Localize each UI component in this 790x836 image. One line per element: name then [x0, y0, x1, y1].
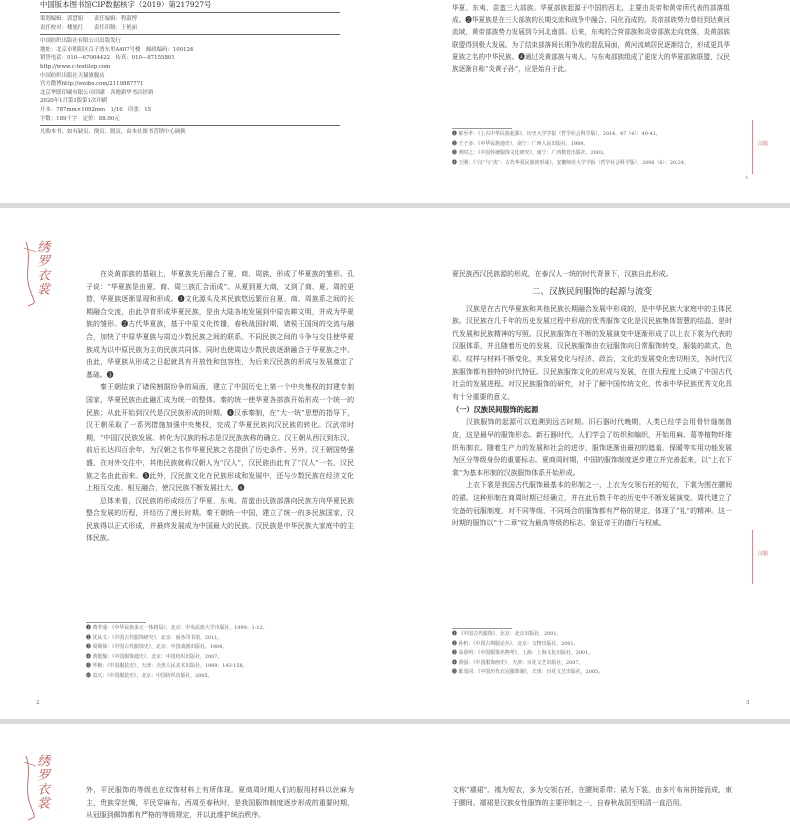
footnote: ❷ 孙机：《中国古舆服论丛》，北京：文物出版社，2001。	[452, 640, 579, 647]
cip-title: 中国版本图书馆CIP数据核字（2019）第217927号	[40, 0, 212, 9]
publisher-line: 2020年1月第1版第1次印刷	[40, 98, 108, 105]
body-paragraph: 秦王朝结束了诸侯割据纷争的局面，建立了中国历史上第一个中央集权的封建专制国家，华夏民族由此融汇成为统一的整体。秦的统一使华夏各部族开始形成一个统一的民族；从此开始到汉代是汉民族形成的时期。❹汉承秦制，在“大一统”思想的指导下，汉王朝采取了一系列措施加强中央集权，完成了华夏民族向汉民族的转化。汉武帝时期，“中国汉民族发展、转化为汉族的标志是汉民族族称的确立。汉王朝从西汉到东汉，前后长达四百余年，为汉朝之名作华夏民族之名提供了历史条件。另外，汉王朝国势强盛，在对外交往中，其他民族就称汉朝人为“汉人”，汉民族由此有了“汉人”一名，汉民族之名由此而来。❺此外，汉民族文化在民族形成和发展中，还与少数民族在经济文化上相互交流、相互融合，使汉民族不断发展壮大。❻	[86, 383, 354, 493]
credit-line: 责任校对：楼旭红 责任印制：王艳丽	[40, 24, 138, 31]
footnote: ❻ 袁仄：《中国服装史》，北京：中国纺织出版社，2005。	[86, 672, 213, 679]
right-column	[452, 268, 732, 530]
page-number-right: 3	[746, 700, 750, 706]
page-number: i	[746, 175, 748, 181]
body-paragraph: 夏民族西汉民族源的形成，在泰汉人一统的时代背景下，汉族自此形成。	[452, 270, 673, 278]
divider	[40, 125, 340, 126]
chapter-tab	[752, 530, 757, 584]
divider	[40, 34, 340, 35]
notice: 凡购本书，如有缺页、倒页、脱页，由本社图书营销中心调换	[40, 129, 186, 136]
footnote: ❸ 黄时之：《中国传统服饰文化研究》，南宁：广西教育出版社，2003。	[452, 150, 608, 157]
intro-paragraph: 华夏、东夷、苗蛮三大部族。华夏部族起源于中国的西北，主要由炎帝和黄帝所代表的部落组成。❷华夏族是在三大部族的长期交流和战争中融合、同化而成的。炎帝部族势力曾经到达黄河流域，黄帝部族势力发展到今河北南部。后来，东夷的合营部族和炎帝部族走向衰落，炎黄部族联盟得到极大发展。为了结束部落间长期争战的混乱局面，黄河流域居民逐渐结合，形成更具华夏族之名的中华民族。❹通过炎黄部族与夷人、与东夷部族组成了更庞大的华夏部族联盟，汉民族逐渐自称“炎黄子孙”，应是始自于此。	[452, 4, 730, 74]
publisher-line: 地址：北京市朝阳区百子湾东里A407号楼 邮政编码：100124	[40, 46, 194, 53]
footnote-rule	[452, 628, 512, 629]
publisher-line: http://www.c-textilep.com	[40, 63, 111, 70]
page-top-spread	[0, 0, 790, 203]
publisher-line: 销售电话：010—67004422 传真：010—87155801	[40, 55, 175, 62]
footnote: ❹ 黄强：《中国服饰画史》，天津：百花文艺出版社，2007。	[452, 659, 584, 666]
footnote: ❺ 陈茂同：《中国历代衣冠服饰制》，天津：百花文艺出版社，2005。	[452, 669, 603, 676]
publisher-line: 中国纺织出版社有限公司出版发行	[40, 38, 121, 45]
left-footnotes	[86, 624, 356, 682]
body-paragraph: 汉族是在古代华夏族和其他民族长期融合发展中形成的，是中华民族大家庭中的主体民族。汉民族在几千年的历史发展过程中形成的优秀服饰文化是汉民族集体智慧的结晶，是时代发展和民族精神的写照。汉民族服饰在不断的发展演变中逐渐形成了以上衣下裳为代表的汉服体系，并且随着历史的发展，汉民族服饰由衣冠服饰向日常服饰转变，服装的款式、色彩、纹样与材料不断变化，其发展变化与经济、政治、文化的发展变化密切相关，各时代汉族服饰都有独特的时代特征。汉民族服饰文化的形成与发展，在很大程度上反映了中国古代社会的发展进程。对汉民族服饰的研究，对于了解中国传统文化，传承中华民族优秀文化具有十分重要的意义。	[452, 304, 732, 401]
chapter-tab	[752, 120, 757, 174]
footnote: ❶ 费孝通：《中华民族多元一体格局》，北京：中央民族大学出版社，1999：1-12。	[86, 625, 268, 631]
book-seal: 绣罗衣裳	[34, 754, 49, 810]
footnote: ❷ 王子多：《中华民族通史》，南宁：广西人民出版社，1989。	[452, 140, 589, 147]
footnote: ❸ 周锡保：《中国古代服饰史》，北京：中国戏剧出版社，1984。	[86, 644, 228, 651]
footnote: ❶ 陈至孝：《上古中华民族起源》，历史大学学报（哲学社会科学版），2014，47（4）：40-41。	[452, 131, 661, 137]
body-paragraph: 外，平民服饰的等级也在纹饰材料上有所体现。夏商周时期人们的服用材料以丝麻为主，贵族穿丝绸，平民穿麻布。西周至春秋时，是我国服饰制度逐步形成的重要时期，从冠服到佩饰都有严格的等级规定，并以此维护统治秩序。	[86, 786, 354, 820]
copyright-block	[40, 0, 340, 137]
body-paragraph: 总体来看，汉民族的形成经历了华夏、东夷、苗蛮由氏族部落向民族方向华夏民族整合发展的历程，并经历了漫长时期。秦王朝统一中国，建立了统一的多民族国家，汉民族得以正式形成，并最终发展成为中国最大的民族。汉民族是中华民族大家庭中的主体民族。	[86, 496, 354, 543]
body-paragraph: 文称“襦裙”。襦为短衣，多为交领右衽，在腰间系带；裙为下装，由多片布帛拼接而成，束于腰间。襦裙是汉族女性服饰的主要形制之一，自春秋战国至明清一直沿用。	[452, 786, 732, 807]
divider	[40, 12, 340, 13]
footnote-rule	[452, 128, 512, 129]
chapter-tab-label: 汉服	[758, 141, 769, 147]
chapter-tab-label: 汉服	[758, 551, 769, 557]
subheading: （一）汉族民间服饰的起源	[452, 405, 539, 415]
footnote: ❺ 华梅：《中国服装史》，天津：天津人民美术出版社，1989：143-158。	[86, 663, 248, 670]
publisher-line: 字数：189千字 定价：88.00元	[40, 115, 120, 122]
book-seal: 绣罗衣裳	[34, 240, 49, 296]
footnote: ❹ 王刚：《“汉”与“夷”：古代华夏民族的形成》，安徽师范大学学报（哲学社会科学版），2006（6）：20-24。	[452, 159, 689, 166]
ribbon-ornament-icon	[22, 238, 49, 308]
ribbon-ornament-icon	[22, 752, 49, 822]
publisher-line: 北京华联印刷有限公司印刷 各地新华书店经销	[40, 89, 154, 96]
credit-line: 策划编辑：郭慧娟 责任编辑：程淑博	[40, 16, 138, 22]
right-footnotes	[452, 630, 732, 678]
page-middle-spread	[0, 208, 790, 719]
body-paragraph: 汉族服饰的起源可以追溯到远古时期。旧石器时代晚期，人类已经学会用骨针缝制兽皮，这是最早的服饰形态。新石器时代，人们学会了纺织和编织，开始用麻、葛等植物纤维织布制衣。随着生产力的发展和社会的进步，服饰逐渐由最初的遮羞、保暖等实用功能发展为区分等级身份的重要标志。夏商周时期，中国的服饰制度逐步建立并完善起来，以“上衣下裳”为基本形制的汉族服饰体系开始形成。	[452, 418, 732, 477]
page-bottom-spread	[0, 724, 790, 836]
publisher-line: 开本：787mm×1092mm 1/16 印张：15	[40, 106, 152, 113]
body-paragraph: 在炎黄部族的基础上，华夏族先后融合了夏、商、周族，形成了华夏族的雏形。孔子说：“华夏族是由夏、商、周三族汇合而成”。从夏到夏大商，又到了商、夏、周的更替，华夏族逐渐显现和形成。❶文化源头及其民族悠远繁衍自夏、商、周族系之间的长期融合交流，由此孕育形成华夏民族，是由大陆各地发展到中原农耕文明，并成为华夏族的雏形。❷古代华夏族，基于中原文化传播，春秋战国时期，诸侯王国间的交流与融合，加快了中原华夏族与周边少数民族之间的联系。不同民族之间的斗争与交往使华夏族成为以中原民族为主的民族共同体，同时也使周边少数民族逐渐融合于华夏族之中。由此，华夏族从形成之日起就具有开放性和包容性，为后来汉民族的形成与发展奠定了基础。❸	[86, 270, 354, 379]
page-number-left: 2	[36, 700, 40, 706]
publisher-line: 中国纺织出版社天猫旗舰店	[40, 72, 105, 79]
body-paragraph: 上衣下裳是我国古代服饰最基本的形制之一，上衣为交领右衽的短衣，下裳为围在腰间的裙。这种形制在商周时期已经确立，并在此后数千年的历史中不断发展演变。周代建立了完备的冠服制度，对不同等级、不同场合的服饰都有严格的规定，体现了“礼”的精神。这一时期的服饰以“十二章”纹为最高等级的标志，象征帝王的德行与权威。	[452, 481, 732, 528]
footnote: ❹ 黄能馥：《中国服饰通史》，北京：中国纺织出版社，2007。	[86, 653, 223, 660]
footnote: ❶ 《中国古代服饰》，北京：北京出版社，2001。	[452, 631, 562, 637]
footnote-rule	[86, 622, 146, 623]
footnote: ❷ 沈从文：《中国古代服饰研究》，北京：商务印书馆，2011。	[86, 634, 223, 641]
left-column	[86, 268, 354, 545]
footnotes	[452, 130, 732, 168]
section-heading: 二、汉族民间服饰的起源与流变	[531, 286, 653, 297]
footnote: ❸ 高春明：《中国服饰名物考》，上海：上海文化出版社，2001。	[452, 650, 594, 657]
publisher-line: 官方微博http://weibo.com/2119887771	[40, 81, 144, 88]
